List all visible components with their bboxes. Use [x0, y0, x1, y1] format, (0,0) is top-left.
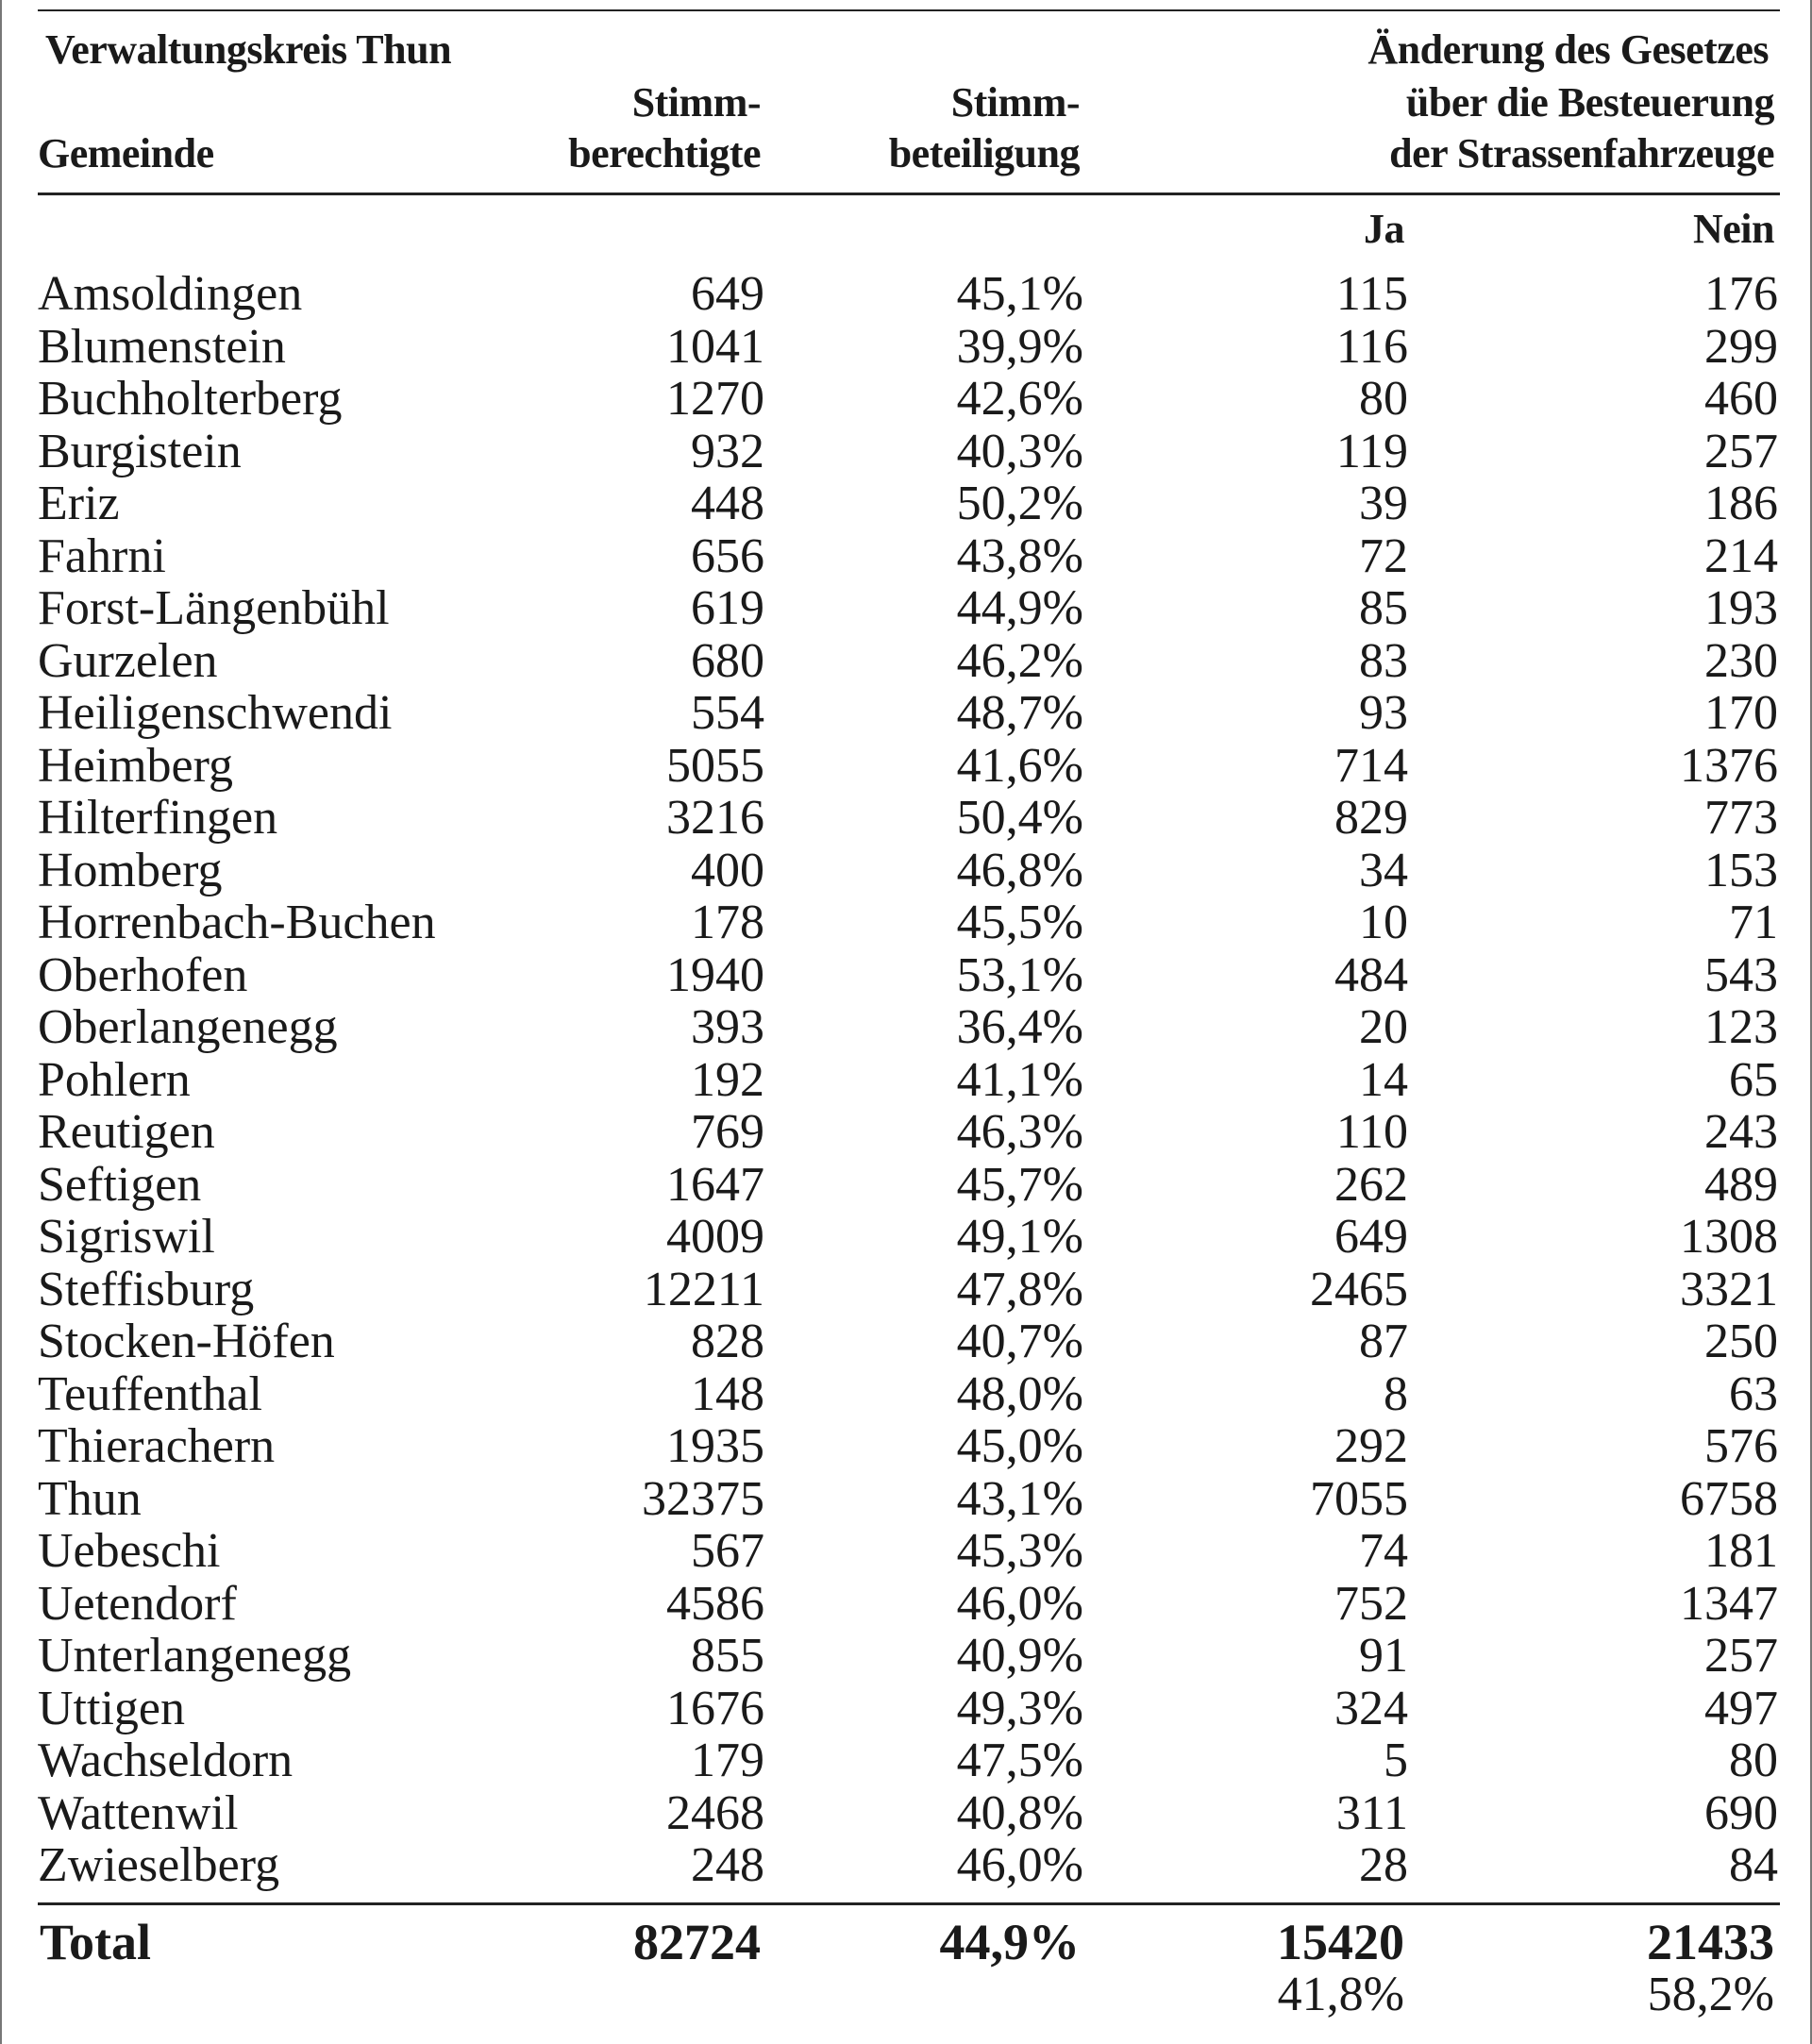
turnout: 40,8%: [956, 1785, 1083, 1840]
eligible-voters: 680: [691, 633, 764, 688]
yes-votes: 34: [1359, 843, 1408, 897]
eligible-voters: 932: [691, 424, 764, 478]
municipality-name: Hilterfingen: [38, 791, 278, 845]
turnout: 46,0%: [956, 1576, 1083, 1631]
no-votes: 489: [1704, 1157, 1778, 1212]
municipality-name: Eriz: [38, 477, 120, 530]
municipality-name: Blumenstein: [38, 319, 286, 374]
no-votes: 193: [1704, 581, 1778, 635]
eligible-voters: 656: [691, 528, 764, 583]
no-votes: 6758: [1680, 1471, 1778, 1526]
turnout: 45,0%: [956, 1419, 1083, 1473]
municipality-name: Wachseldorn: [38, 1734, 294, 1787]
municipality-rows: [2, 268, 1812, 1892]
no-votes: 1308: [1680, 1210, 1778, 1264]
turnout: 46,0%: [956, 1838, 1083, 1892]
eligible-voters: 393: [691, 1000, 764, 1054]
yes-votes: 119: [1335, 424, 1408, 478]
turnout: 50,4%: [956, 791, 1083, 845]
eligible-voters: 769: [691, 1105, 764, 1159]
yes-votes: 80: [1359, 372, 1408, 426]
no-votes: 576: [1704, 1419, 1778, 1473]
table-row: [2, 792, 1812, 845]
col-header-proposal-line1: Änderung des Gesetzes: [1367, 26, 1769, 73]
eligible-voters: 400: [691, 843, 764, 897]
col-header-proposal-line2: über die Besteuerung: [1405, 79, 1774, 126]
table-row: [2, 1211, 1812, 1264]
eligible-voters: 5055: [666, 738, 764, 793]
municipality-name: Thun: [38, 1471, 142, 1526]
eligible-voters: 448: [691, 477, 764, 530]
no-votes: 214: [1704, 528, 1778, 583]
no-votes: 65: [1729, 1052, 1778, 1107]
table-row: [2, 1787, 1812, 1840]
table-row: [2, 740, 1812, 793]
turnout: 39,9%: [956, 319, 1083, 374]
yes-votes: 649: [1334, 1210, 1408, 1264]
yes-votes: 8: [1384, 1366, 1408, 1421]
yes-votes: 85: [1359, 581, 1408, 635]
table-row: [2, 1578, 1812, 1631]
turnout: 46,3%: [956, 1105, 1083, 1159]
table-row: [2, 635, 1812, 688]
yes-votes: 714: [1334, 738, 1408, 793]
table-row: [2, 582, 1812, 635]
eligible-voters: 178: [691, 896, 764, 949]
district-heading: Verwaltungskreis Thun: [45, 26, 452, 73]
eligible-voters: 1676: [666, 1681, 764, 1735]
municipality-name: Oberhofen: [38, 947, 248, 1002]
turnout: 45,7%: [956, 1157, 1083, 1212]
no-votes: 230: [1704, 633, 1778, 688]
turnout: 49,3%: [956, 1681, 1083, 1735]
turnout: 53,1%: [956, 947, 1083, 1002]
turnout: 40,9%: [956, 1629, 1083, 1683]
col-header-turnout-line1: Stimm-: [950, 79, 1080, 126]
eligible-voters: 192: [691, 1052, 764, 1107]
yes-votes: 262: [1334, 1157, 1408, 1212]
col-header-eligible-line2: berechtigte: [568, 130, 761, 176]
eligible-voters: 12211: [643, 1262, 764, 1316]
total-eligible: 82724: [633, 1914, 761, 1970]
yes-votes: 2465: [1310, 1262, 1408, 1316]
no-votes: 497: [1704, 1681, 1778, 1735]
eligible-voters: 32375: [642, 1471, 764, 1526]
yes-votes: 74: [1359, 1524, 1408, 1578]
no-votes: 186: [1704, 477, 1778, 530]
table-row: [2, 949, 1812, 1002]
eligible-voters: 3216: [666, 791, 764, 845]
turnout: 43,1%: [956, 1471, 1083, 1526]
yes-votes: 115: [1335, 267, 1408, 321]
table-row: [2, 1839, 1812, 1892]
municipality-name: Steffisburg: [38, 1262, 255, 1316]
no-votes: 460: [1704, 372, 1778, 426]
yes-votes: 91: [1359, 1629, 1408, 1683]
col-header-turnout-line2: beteiligung: [888, 130, 1080, 176]
yes-votes: 752: [1334, 1576, 1408, 1631]
table-row: [2, 1001, 1812, 1054]
table-row: [2, 1264, 1812, 1316]
municipality-name: Gurzelen: [38, 633, 218, 688]
turnout: 40,3%: [956, 424, 1083, 478]
table-row: [2, 1630, 1812, 1683]
no-votes: 123: [1704, 1000, 1778, 1054]
municipality-name: Pohlern: [38, 1052, 191, 1107]
table-row: [2, 896, 1812, 949]
table-row: [2, 373, 1812, 426]
yes-votes: 87: [1359, 1315, 1408, 1368]
table-row: [2, 1525, 1812, 1578]
no-votes: 80: [1729, 1734, 1778, 1787]
turnout: 44,9%: [956, 581, 1083, 635]
municipality-name: Burgistein: [38, 424, 242, 478]
header-rule: [38, 193, 1780, 195]
table-row: [2, 1054, 1812, 1107]
total-yes-percent: 41,8%: [1277, 1968, 1404, 2021]
yes-votes: 72: [1359, 528, 1408, 583]
table-row: [2, 1315, 1812, 1368]
col-header-proposal-line3: der Strassenfahrzeuge: [1389, 130, 1774, 176]
eligible-voters: 554: [691, 686, 764, 740]
total-label: Total: [40, 1914, 152, 1970]
yes-votes: 484: [1334, 947, 1408, 1002]
table-row: [2, 1368, 1812, 1421]
turnout: 45,3%: [956, 1524, 1083, 1578]
yes-votes: 83: [1359, 633, 1408, 688]
no-votes: 257: [1704, 424, 1778, 478]
yes-votes: 324: [1334, 1681, 1408, 1735]
yes-votes: 39: [1359, 477, 1408, 530]
no-votes: 690: [1704, 1785, 1778, 1840]
eligible-voters: 248: [691, 1838, 764, 1892]
table-row: [2, 1159, 1812, 1212]
municipality-name: Unterlangenegg: [38, 1629, 352, 1683]
municipality-name: Amsoldingen: [38, 267, 303, 321]
turnout: 46,8%: [956, 843, 1083, 897]
turnout: 45,5%: [956, 896, 1083, 949]
total-no-percent: 58,2%: [1647, 1968, 1774, 2021]
no-votes: 181: [1704, 1524, 1778, 1578]
table-row: [2, 1106, 1812, 1159]
municipality-name: Wattenwil: [38, 1785, 239, 1840]
eligible-voters: 1935: [666, 1419, 764, 1473]
no-votes: 299: [1704, 319, 1778, 374]
col-header-yes: Ja: [1364, 206, 1404, 252]
municipality-name: Zwieselberg: [38, 1838, 280, 1892]
no-votes: 543: [1704, 947, 1778, 1002]
turnout: 43,8%: [956, 528, 1083, 583]
eligible-voters: 649: [691, 267, 764, 321]
table-row: [2, 687, 1812, 740]
no-votes: 250: [1704, 1315, 1778, 1368]
municipality-name: Forst-Längenbühl: [38, 581, 390, 635]
no-votes: 63: [1729, 1366, 1778, 1421]
turnout: 45,1%: [956, 267, 1083, 321]
municipality-name: Teuffenthal: [38, 1366, 262, 1421]
yes-votes: 292: [1334, 1419, 1408, 1473]
municipality-name: Heimberg: [38, 738, 233, 793]
municipality-name: Oberlangenegg: [38, 1000, 338, 1054]
yes-votes: 829: [1334, 791, 1408, 845]
yes-votes: 311: [1335, 1785, 1408, 1840]
no-votes: 773: [1704, 791, 1778, 845]
eligible-voters: 2468: [666, 1785, 764, 1840]
no-votes: 84: [1729, 1838, 1778, 1892]
eligible-voters: 567: [691, 1524, 764, 1578]
table-row: [2, 426, 1812, 478]
turnout: 36,4%: [956, 1000, 1083, 1054]
eligible-voters: 148: [691, 1366, 764, 1421]
table-row: [2, 1473, 1812, 1526]
municipality-name: Heiligenschwendi: [38, 686, 393, 740]
yes-votes: 5: [1384, 1734, 1408, 1787]
eligible-voters: 1041: [666, 319, 764, 374]
municipality-name: Buchholterberg: [38, 372, 343, 426]
municipality-name: Seftigen: [38, 1157, 202, 1212]
eligible-voters: 619: [691, 581, 764, 635]
municipality-name: Uttigen: [38, 1681, 185, 1735]
eligible-voters: 179: [691, 1734, 764, 1787]
eligible-voters: 828: [691, 1315, 764, 1368]
no-votes: 170: [1704, 686, 1778, 740]
turnout: 47,8%: [956, 1262, 1083, 1316]
yes-votes: 10: [1359, 896, 1408, 949]
no-votes: 71: [1729, 896, 1778, 949]
eligible-voters: 4586: [666, 1576, 764, 1631]
yes-votes: 28: [1359, 1838, 1408, 1892]
table-row: [2, 1420, 1812, 1473]
municipality-name: Fahrni: [38, 528, 166, 583]
eligible-voters: 1940: [666, 947, 764, 1002]
turnout: 49,1%: [956, 1210, 1083, 1264]
turnout: 41,1%: [956, 1052, 1083, 1107]
table-row: [2, 1683, 1812, 1735]
eligible-voters: 1647: [666, 1157, 764, 1212]
col-header-municipality: Gemeinde: [38, 130, 214, 176]
no-votes: 153: [1704, 843, 1778, 897]
yes-votes: 110: [1335, 1105, 1408, 1159]
eligible-voters: 1270: [666, 372, 764, 426]
municipality-name: Horrenbach-Buchen: [38, 896, 436, 949]
no-votes: 257: [1704, 1629, 1778, 1683]
table-row: [2, 268, 1812, 321]
yes-votes: 20: [1359, 1000, 1408, 1054]
municipality-name: Homberg: [38, 843, 223, 897]
yes-votes: 7055: [1310, 1471, 1408, 1526]
municipality-name: Thierachern: [38, 1419, 276, 1473]
total-turnout: 44,9%: [939, 1914, 1080, 1970]
total-yes: 15420: [1277, 1914, 1404, 1970]
table-row: [2, 530, 1812, 583]
no-votes: 1347: [1680, 1576, 1778, 1631]
col-header-no: Nein: [1693, 206, 1774, 252]
turnout: 41,6%: [956, 738, 1083, 793]
eligible-voters: 855: [691, 1629, 764, 1683]
turnout: 48,0%: [956, 1366, 1083, 1421]
col-header-eligible-line1: Stimm-: [631, 79, 761, 126]
turnout: 40,7%: [956, 1315, 1083, 1368]
table-row: [2, 477, 1812, 530]
municipality-name: Uebeschi: [38, 1524, 221, 1578]
turnout: 47,5%: [956, 1734, 1083, 1787]
turnout: 50,2%: [956, 477, 1083, 530]
table-row: [2, 321, 1812, 374]
turnout: 42,6%: [956, 372, 1083, 426]
total-rule: [38, 1902, 1780, 1905]
no-votes: 176: [1704, 267, 1778, 321]
no-votes: 243: [1704, 1105, 1778, 1159]
no-votes: 3321: [1680, 1262, 1778, 1316]
yes-votes: 93: [1359, 686, 1408, 740]
total-no: 21433: [1647, 1914, 1774, 1970]
top-rule: [38, 9, 1780, 11]
eligible-voters: 4009: [666, 1210, 764, 1264]
table-row: [2, 845, 1812, 897]
no-votes: 1376: [1680, 738, 1778, 793]
municipality-name: Reutigen: [38, 1105, 215, 1159]
municipality-name: Sigriswil: [38, 1210, 215, 1264]
yes-votes: 14: [1359, 1052, 1408, 1107]
municipality-name: Uetendorf: [38, 1576, 237, 1631]
yes-votes: 116: [1335, 319, 1408, 374]
table-row: [2, 1734, 1812, 1787]
municipality-name: Stocken-Höfen: [38, 1315, 335, 1368]
turnout: 46,2%: [956, 633, 1083, 688]
turnout: 48,7%: [956, 686, 1083, 740]
